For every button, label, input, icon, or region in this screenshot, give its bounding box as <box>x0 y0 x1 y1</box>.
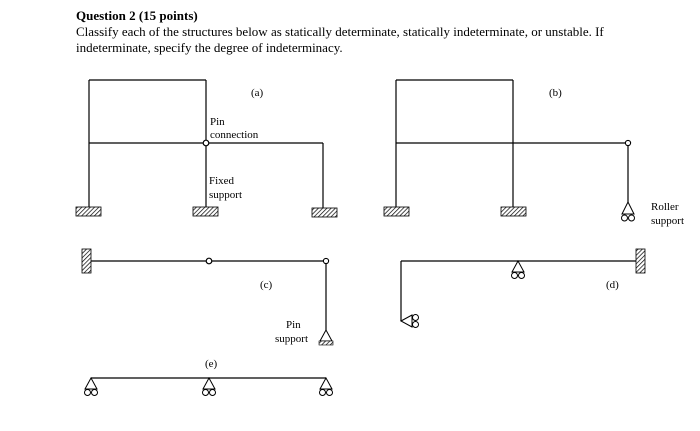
fixed-support <box>312 208 337 217</box>
question-body: Classify each of the structures below as statically determinate, statically indeterminate, or unstable. If indeterminate, specify the degree of indeterminacy. <box>76 24 604 55</box>
structure-b <box>396 80 628 207</box>
fixed-support-label: support <box>209 189 242 201</box>
fixed-support <box>501 207 526 216</box>
pin-support-label: Pin <box>286 319 301 331</box>
roller-support <box>401 315 419 328</box>
label-e: (e) <box>205 358 218 370</box>
roller-support <box>622 202 635 221</box>
pin-connection-label: connection <box>210 129 259 141</box>
roller-support <box>320 378 333 396</box>
roller-support-label: Roller <box>651 201 679 213</box>
label-a: (a) <box>251 87 264 99</box>
roller-support <box>203 378 216 396</box>
pin-support <box>319 330 333 345</box>
fixed-support-label: Fixed <box>209 175 235 187</box>
pin-connection-label: Pin <box>210 116 225 128</box>
label-c: (c) <box>260 279 273 291</box>
fixed-support <box>384 207 409 216</box>
label-b: (b) <box>549 87 562 99</box>
roller-support <box>512 261 525 279</box>
pin-connection <box>203 140 209 146</box>
pin-connection <box>323 258 328 263</box>
label-d: (d) <box>606 279 619 291</box>
fixed-support <box>193 207 218 216</box>
fixed-support <box>76 207 101 216</box>
pin-connection <box>206 258 212 264</box>
roller-support-label: support <box>651 215 684 227</box>
pin-connection <box>625 140 630 145</box>
question-title: Question 2 (15 points) <box>76 8 198 23</box>
fixed-support <box>82 249 91 273</box>
fixed-support <box>636 249 645 273</box>
pin-support-label: support <box>275 333 308 345</box>
roller-support <box>85 378 98 396</box>
